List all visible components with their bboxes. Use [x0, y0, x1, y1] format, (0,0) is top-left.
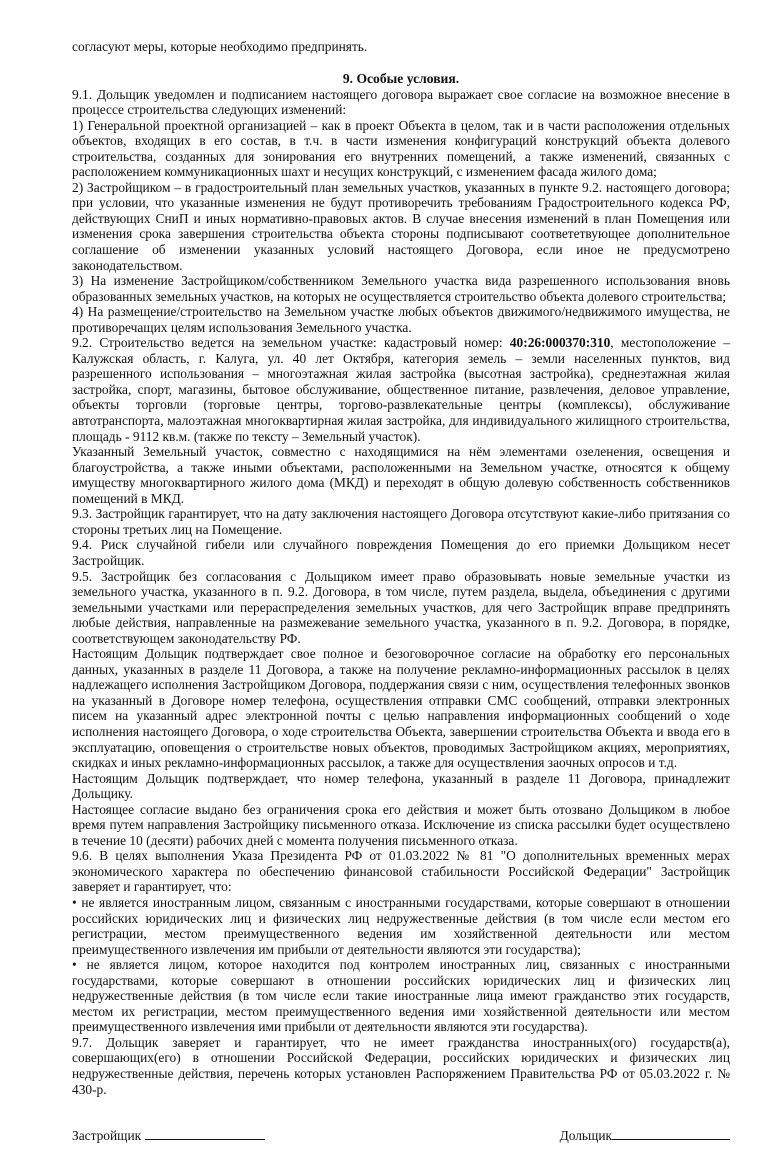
participant-signature: [560, 1127, 730, 1144]
p92-before: 9.2. Строительство ведется на земельном участке: кадастровый номер:: [72, 335, 510, 351]
paragraph-bullet-1: • не является иностранным лицом, связанным с иностранными государствами, которые совершают в отношении российских юридических лиц и физических лиц недружественные действия (в том числе если местом его регистрации, местом преимущественного ведения им хозяйственной деятельности или местом преимущественного извлечения им прибыли от деятельности являются эти государства);: [72, 894, 730, 957]
paragraph-9-6: 9.6. В целях выполнения Указа Президента РФ от 01.03.2022 № 81 "О дополнительных временных мерах экономического характера по обеспечению финансовой стабильности Российской Федерации" Застройщик заверяет и гарантирует, что:: [72, 848, 730, 895]
paragraph-item-3: 3) На изменение Застройщиком/собственником Земельного участка вида разрешенного использования вновь образованных земельных участков, на которых не осуществляется строительство объекта долевого строительства;: [72, 273, 730, 304]
paragraph-9-4: 9.4. Риск случайной гибели или случайного повреждения Помещения до его приемки Дольщиком несет Застройщик.: [72, 537, 730, 568]
paragraph-9-2: [72, 335, 730, 444]
participant-signature-line: [612, 1127, 730, 1140]
paragraph-land-plot: Указанный Земельный участок, совместно с находящимися на нём элементами озеленения, освещения и благоустройства, а также иными объектами, расположенными на Земельном участке, относятся к общему имуществу многоквартирного жилого дома (МКД) и переходят в общую долевую собственность собственников помещений в МКД.: [72, 444, 730, 506]
paragraph-consent: Настоящим Дольщик подтверждает свое полное и безоговорочное согласие на обработку его персональных данных, указанных в разделе 11 Договора, а также на получение рекламно-информационных рассылок в целях надлежащего исполнения Застройщиком Договора, поддержания связи с ним, осуществления телефонных звонков на указанный в Договоре номер телефона, осуществления отправки СМС сообщений, отправки электронных писем на указанный адрес электронной почты с целью направления информационных сообщений о ходе исполнения настоящего Договора, о ходе строительства Объекта, завершении строительства Объекта и ввода его в эксплуатацию, оповещения о строительстве новых объектов, проводимых Застройщиком акциях, мероприятиях, скидках и иных рекламно-информационных рассылок, а также для осуществления заочных опросов и т.д.: [72, 646, 730, 771]
paragraph-9-1: 9.1. Дольщик уведомлен и подписанием настоящего договора выражает свое согласие на возможное внесение в процессе строительства следующих изменений:: [72, 86, 730, 118]
paragraph-phone: Настоящим Дольщик подтверждает, что номер телефона, указанный в разделе 11 Договора, принадлежит Дольщику.: [72, 770, 730, 802]
paragraph-9-5: 9.5. Застройщик без согласования с Дольщиком имеет право образовывать новые земельные участки из земельного участка, указанного в п. 9.2. Договора, в том числе, путем раздела, выдела, объединения с другими земельными участками или перераспределения земельных участков, для чего Застройщик вправе предпринять любые действия, направленные на размежевание земельного участка, указанного в п. 9.2. Договора, в порядке, соответствующем законодательству РФ.: [72, 568, 730, 646]
participant-label: Дольщик: [559, 1128, 612, 1144]
developer-signature-line: [145, 1127, 265, 1140]
signature-row: [72, 1127, 730, 1164]
developer-signature: [72, 1127, 265, 1144]
paragraph-bullet-2: • не является лицом, которое находится под контролем иностранных лиц, связанных с иностранными государствами, которые совершают в отношении российских юридических лиц и физических лиц недружественные действия (в том числе если такие иностранные лица имеют гражданство этих государств, местом их регистрации, местом преимущественного ведения ими хозяйственной деятельности или местом преимущественного извлечения ими прибыли от деятельности являются эти государства).: [72, 957, 730, 1035]
developer-label: Застройщик: [72, 1128, 142, 1144]
p92-after: , местоположение – Калужская область, г. Калуга, ул. 40 лет Октября, категория земель – земли населенных пунктов, вид разрешенного использования – многоэтажная жилая застройка (высотная застройка), среднеэтажная жилая застройка, спорт, магазины, бытовое обслуживание, общественное питание, развлечения, деловое управление, объекты торговли (торговые центры, торгово-развлекательные центры (комплексы), обслуживание автотранспорта, малоэтажная многоквартирная жилая застройка, для индивидуального жилищного строительства, площадь - 9112 кв.м. (также по тексту – Земельный участок).: [72, 335, 730, 444]
paragraph-item-2: 2) Застройщиком – в градостроительный план земельных участков, указанных в пункте 9.2. настоящего договора; при условии, что указанные изменения не будут противоречить требованиям Градостроительного кодекса РФ, действующих СниП и иных нормативно-правовых актов. В случае внесения изменений в план Помещения или изменения срока завершения строительства объекта стороны подписывают соответетвующее дополнительное соглашение об изменении указанных условий настоящего Договора, если иное не предусмотрено законодательством.: [72, 179, 730, 273]
lead-text: согласуют меры, которые необходимо предпринять.: [72, 39, 368, 54]
paragraph-9-7: 9.7. Дольщик заверяет и гарантирует, что не имеет гражданства иностранных(ого) государств(а), совершающих(его) в отношении Российской Федерации, российских юридических и физических лиц недружественные действия, перечень которых установлен Распоряжением Правительства РФ от 05.03.2022 г. № 430-р.: [72, 1034, 730, 1097]
paragraph-item-1: 1) Генеральной проектной организацией – как в проект Объекта в целом, так и в части расположения отдельных объектов, входящих в его состав, в т.ч. в части изменения конфигураций конструкций объекта долевого строительства, созданных для зонирования его внутренних помещений, а также изменений, связанных с расположением коммуникационных шахт и несущих конструкций, с изменением фасада жилого дома;: [72, 117, 730, 180]
document-page: [72, 0, 730, 1164]
cadastral-number: 40:26:000370:310: [509, 335, 611, 351]
paragraph-item-4: 4) На размещение/строительство на Земельном участке любых объектов движимого/недвижимого имущества, не противоречащих целям использования Земельного участка.: [72, 304, 730, 335]
section-title: 9. Особые условия.: [342, 70, 460, 86]
paragraph-consent-term: Настоящее согласие выдано без ограничения срока его действия и может быть отозвано Дольщиком в любое время путем направления Застройщику письменного отказа. Исключение из списка рассылки будет осуществлено в течение 10 (десяти) рабочих дней с момента получения письменного отказа.: [72, 801, 730, 848]
paragraph-9-3: 9.3. Застройщик гарантирует, что на дату заключения настоящего Договора отсутствуют какие-либо притязания со стороны третьих лиц на Помещение.: [72, 506, 730, 537]
